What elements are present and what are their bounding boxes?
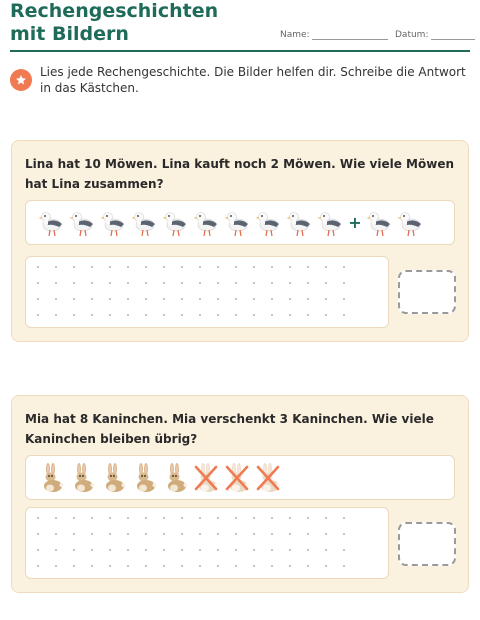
grid-dot	[253, 282, 255, 284]
grid-dot	[235, 282, 237, 284]
grid-dot	[343, 533, 345, 535]
grid-dot	[199, 549, 201, 551]
dot-grid	[26, 508, 389, 579]
grid-dot	[73, 266, 75, 268]
grid-dot	[181, 282, 183, 284]
rabbit-icon	[36, 461, 67, 495]
grid-dot	[343, 517, 345, 519]
grid-dot	[37, 549, 39, 551]
grid-dot	[109, 517, 111, 519]
seagull-icon	[284, 206, 315, 240]
page-title: Rechengeschichten mit Bildern	[10, 0, 219, 45]
grid-dot	[289, 282, 291, 284]
grid-dot	[145, 565, 147, 567]
grid-dot	[181, 314, 183, 316]
grid-dot	[55, 565, 57, 567]
grid-dot	[235, 549, 237, 551]
grid-dot	[37, 565, 39, 567]
grid-dot	[217, 298, 219, 300]
rabbit-icon	[160, 461, 191, 495]
grid-dot	[73, 298, 75, 300]
grid-dot	[289, 533, 291, 535]
instruction-text: Lies jede Rechengeschichte. Die Bilder helfen dir. Schreibe die Antwort in das Kästchen.	[40, 65, 466, 95]
date-field[interactable]	[395, 30, 475, 40]
grid-dot	[163, 282, 165, 284]
grid-dot	[199, 282, 201, 284]
grid-dot	[55, 533, 57, 535]
grid-dot	[109, 298, 111, 300]
grid-dot	[199, 314, 201, 316]
seagull-icon	[98, 206, 129, 240]
grid-dot	[253, 533, 255, 535]
grid-dot	[343, 549, 345, 551]
grid-dot	[217, 533, 219, 535]
grid-dot	[55, 314, 57, 316]
grid-dot	[127, 298, 129, 300]
date-label: Datum:	[395, 30, 429, 40]
grid-dot	[37, 533, 39, 535]
grid-dot	[91, 314, 93, 316]
grid-dot	[253, 266, 255, 268]
grid-dot	[307, 314, 309, 316]
grid-dot	[37, 282, 39, 284]
grid-dot	[307, 533, 309, 535]
header-rule	[10, 50, 470, 52]
grid-dot	[163, 517, 165, 519]
seagull-icon	[395, 206, 426, 240]
grid-dot	[127, 565, 129, 567]
grid-dot	[307, 565, 309, 567]
seagull-icon	[315, 206, 346, 240]
grid-dot	[127, 549, 129, 551]
grid-dot	[253, 298, 255, 300]
grid-dot	[271, 517, 273, 519]
grid-dot	[307, 266, 309, 268]
rabbit-icon	[253, 461, 284, 495]
grid-dot	[307, 298, 309, 300]
grid-dot	[127, 282, 129, 284]
grid-dot	[271, 533, 273, 535]
answer-box[interactable]	[398, 522, 456, 566]
work-area[interactable]	[25, 507, 389, 579]
seagull-icon	[222, 206, 253, 240]
grid-dot	[37, 298, 39, 300]
grid-dot	[289, 517, 291, 519]
grid-dot	[181, 517, 183, 519]
grid-dot	[73, 533, 75, 535]
name-line[interactable]	[312, 31, 388, 40]
grid-dot	[199, 517, 201, 519]
seagull-icon	[364, 206, 395, 240]
grid-dot	[217, 517, 219, 519]
grid-dot	[163, 549, 165, 551]
task-card-2	[11, 395, 469, 593]
rabbit-icon	[67, 461, 98, 495]
grid-dot	[217, 282, 219, 284]
grid-dot	[289, 314, 291, 316]
task-question: Lina hat 10 Möwen. Lina kauft noch 2 Möwen. Wie viele Möwen hat Lina zusammen?	[25, 157, 454, 191]
grid-dot	[235, 298, 237, 300]
grid-dot	[235, 314, 237, 316]
grid-dot	[163, 533, 165, 535]
grid-dot	[307, 282, 309, 284]
grid-dot	[271, 282, 273, 284]
grid-dot	[325, 298, 327, 300]
grid-dot	[199, 298, 201, 300]
rabbit-icon	[98, 461, 129, 495]
grid-dot	[271, 314, 273, 316]
grid-dot	[271, 549, 273, 551]
grid-dot	[37, 266, 39, 268]
grid-dot	[217, 565, 219, 567]
grid-dot	[127, 517, 129, 519]
grid-dot	[343, 266, 345, 268]
seagull-icon	[191, 206, 222, 240]
grid-dot	[163, 298, 165, 300]
grid-dot	[235, 266, 237, 268]
grid-dot	[253, 517, 255, 519]
grid-dot	[109, 314, 111, 316]
grid-dot	[217, 549, 219, 551]
grid-dot	[307, 517, 309, 519]
grid-dot	[325, 549, 327, 551]
grid-dot	[55, 266, 57, 268]
task-card-1	[11, 140, 469, 342]
grid-dot	[235, 565, 237, 567]
grid-dot	[343, 565, 345, 567]
grid-dot	[199, 266, 201, 268]
grid-dot	[181, 565, 183, 567]
seagull-icon	[129, 206, 160, 240]
grid-dot	[145, 533, 147, 535]
rabbit-icon	[191, 461, 222, 495]
seagull-icon	[160, 206, 191, 240]
grid-dot	[289, 565, 291, 567]
picture-strip	[25, 200, 455, 245]
answer-box[interactable]	[398, 270, 456, 314]
grid-dot	[181, 533, 183, 535]
grid-dot	[109, 533, 111, 535]
grid-dot	[127, 314, 129, 316]
grid-dot	[235, 517, 237, 519]
grid-dot	[91, 565, 93, 567]
grid-dot	[145, 549, 147, 551]
grid-dot	[91, 533, 93, 535]
grid-dot	[289, 266, 291, 268]
grid-dot	[91, 298, 93, 300]
grid-dot	[73, 282, 75, 284]
grid-dot	[325, 314, 327, 316]
grid-dot	[145, 282, 147, 284]
grid-dot	[73, 517, 75, 519]
grid-dot	[37, 314, 39, 316]
grid-dot	[91, 282, 93, 284]
seagull-icon	[67, 206, 98, 240]
grid-dot	[325, 266, 327, 268]
work-area[interactable]	[25, 256, 389, 328]
grid-dot	[343, 298, 345, 300]
grid-dot	[217, 266, 219, 268]
grid-dot	[109, 266, 111, 268]
grid-dot	[109, 565, 111, 567]
grid-dot	[325, 565, 327, 567]
grid-dot	[73, 565, 75, 567]
grid-dot	[199, 533, 201, 535]
rabbit-icon	[222, 461, 253, 495]
grid-dot	[163, 565, 165, 567]
grid-dot	[55, 517, 57, 519]
grid-dot	[145, 266, 147, 268]
grid-dot	[181, 549, 183, 551]
seagull-icon	[253, 206, 284, 240]
grid-dot	[127, 266, 129, 268]
grid-dot	[253, 314, 255, 316]
grid-dot	[271, 298, 273, 300]
grid-dot	[73, 314, 75, 316]
grid-dot	[271, 565, 273, 567]
grid-dot	[199, 565, 201, 567]
grid-dot	[253, 565, 255, 567]
grid-dot	[343, 282, 345, 284]
grid-dot	[289, 549, 291, 551]
grid-dot	[325, 533, 327, 535]
grid-dot	[235, 533, 237, 535]
rabbit-icon	[129, 461, 160, 495]
grid-dot	[271, 266, 273, 268]
grid-dot	[181, 298, 183, 300]
seagull-icon	[36, 206, 67, 240]
grid-dot	[217, 314, 219, 316]
grid-dot	[109, 282, 111, 284]
grid-dot	[145, 314, 147, 316]
grid-dot	[127, 533, 129, 535]
grid-dot	[325, 517, 327, 519]
plus-sign: +	[348, 213, 362, 232]
grid-dot	[307, 549, 309, 551]
date-line[interactable]	[431, 31, 475, 40]
grid-dot	[163, 266, 165, 268]
grid-dot	[37, 517, 39, 519]
grid-dot	[91, 549, 93, 551]
grid-dot	[109, 549, 111, 551]
dot-grid	[26, 257, 389, 328]
grid-dot	[343, 314, 345, 316]
grid-dot	[55, 298, 57, 300]
name-label: Name:	[280, 30, 310, 40]
grid-dot	[73, 549, 75, 551]
name-field[interactable]	[280, 30, 388, 40]
grid-dot	[289, 298, 291, 300]
grid-dot	[55, 549, 57, 551]
grid-dot	[145, 517, 147, 519]
grid-dot	[145, 298, 147, 300]
task-question: Mia hat 8 Kaninchen. Mia verschenkt 3 Kaninchen. Wie viele Kaninchen bleiben übrig?	[25, 412, 434, 446]
grid-dot	[55, 282, 57, 284]
grid-dot	[163, 314, 165, 316]
grid-dot	[325, 282, 327, 284]
grid-dot	[181, 266, 183, 268]
picture-strip	[25, 455, 455, 500]
grid-dot	[91, 517, 93, 519]
grid-dot	[253, 549, 255, 551]
grid-dot	[91, 266, 93, 268]
star-icon	[10, 69, 32, 91]
